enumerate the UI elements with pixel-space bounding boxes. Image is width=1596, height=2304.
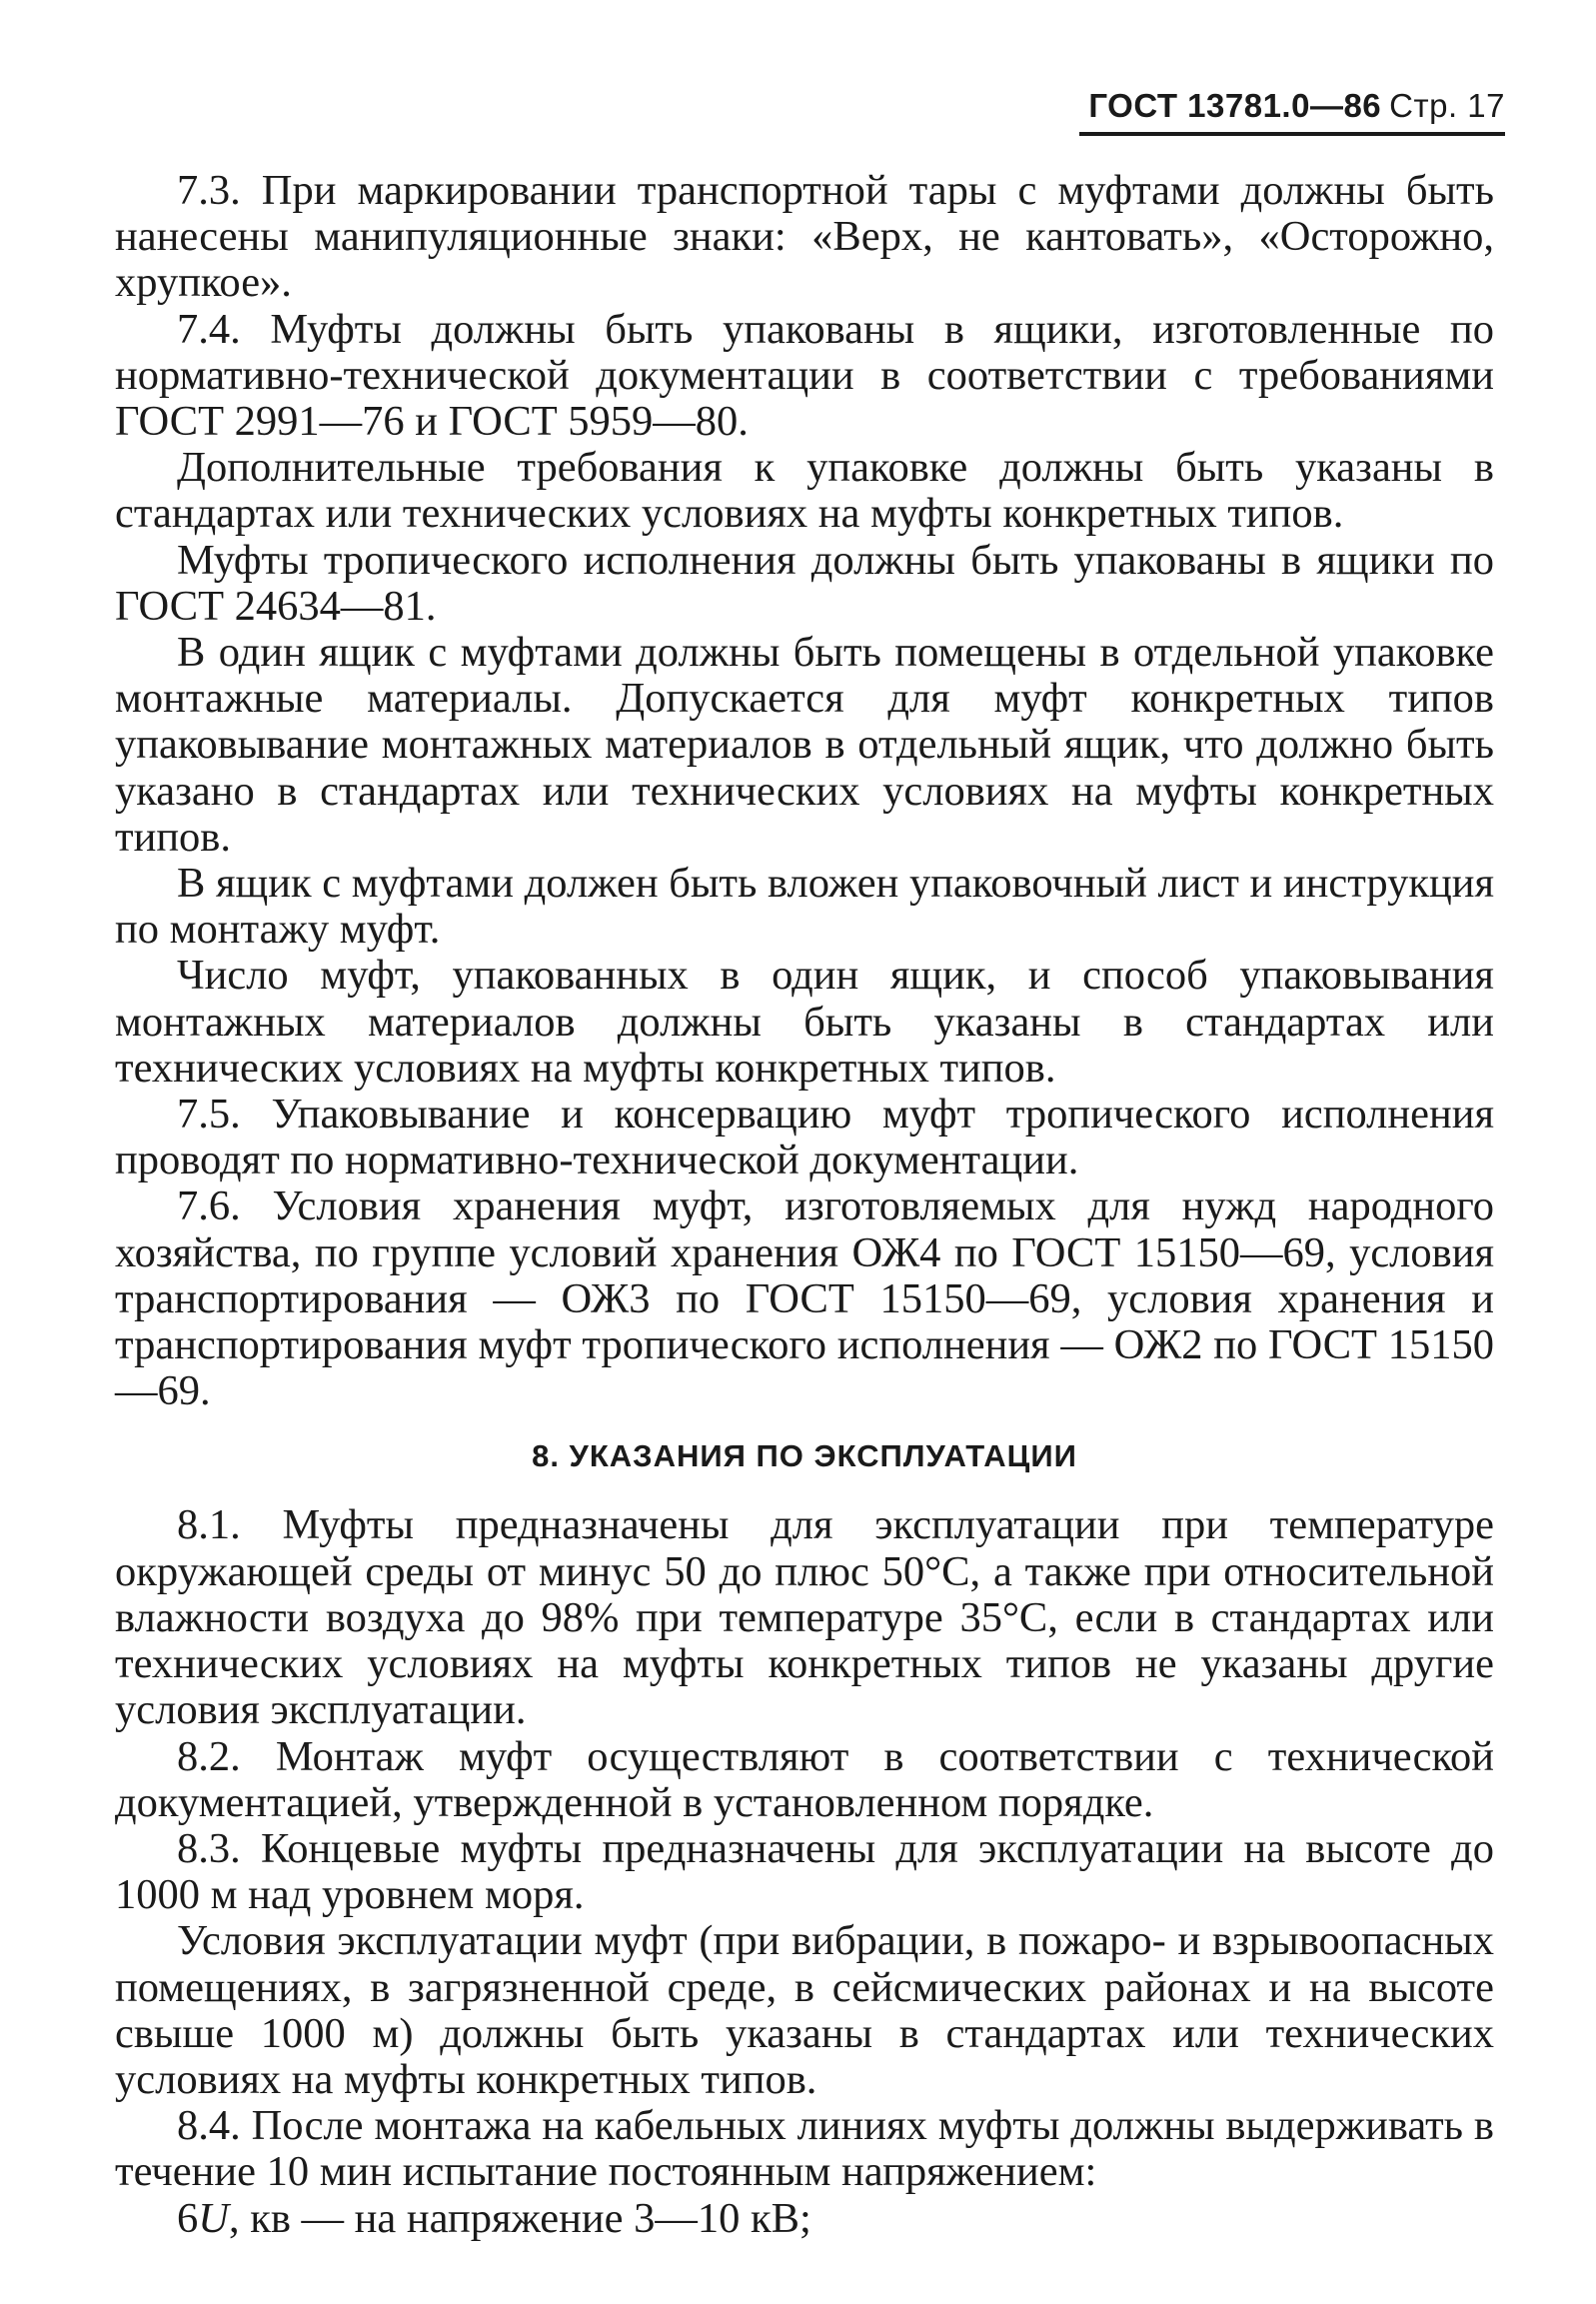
paragraph-7-4: 7.4. Муфты должны быть упакованы в ящики, изготовленные по нормативно-технической документации в соответствии с требованиями ГОСТ 2991—76 и ГОСТ 5959—80. — [115, 305, 1494, 446]
page-number: Стр. 17 — [1389, 87, 1505, 124]
paragraph-mounting-materials: В один ящик с муфтами должны быть помещены в отдельной упаковке монтажные материалы. Допускается для муфт конкретных типов упаковывание монтажных материалов в отдельный ящик, что должно быть указано в стандартах или технических условиях на муфты конкретных типов. — [115, 629, 1494, 861]
voltage-multiplier: 6 — [177, 2194, 199, 2242]
paragraph-7-5: 7.5. Упаковывание и консервацию муфт тропического исполнения проводят по нормативно-технической документации. — [115, 1091, 1494, 1184]
paragraph-additional-requirements: Дополнительные требования к упаковке должны быть указаны в стандартах или технических условиях на муфты конкретных типов. — [115, 444, 1494, 538]
standard-code: ГОСТ 13781.0—86 — [1088, 87, 1382, 124]
section-8-title: 8. УКАЗАНИЯ ПО ЭКСПЛУАТАЦИИ — [532, 1438, 1077, 1474]
paragraph-tropical-packing: Муфты тропического исполнения должны быть упакованы в ящики по ГОСТ 24634—81. — [115, 536, 1494, 630]
paragraph-8-3: 8.3. Концевые муфты предназначены для эксплуатации на высоте до 1000 м над уровнем моря. — [115, 1824, 1494, 1919]
paragraph-7-6: 7.6. Условия хранения муфт, изготовляемых для нужд народного хозяйства, по группе условий хранения ОЖ4 по ГОСТ 15150—69, условия транспортирования — ОЖ3 по ГОСТ 15150—69, условия хранения и транспортирования муфт тропического исполнения — ОЖ2 по ГОСТ 15150—69. — [115, 1182, 1494, 1415]
paragraph-7-3: 7.3. При маркировании транспортной тары с муфтами должны быть нанесены манипуляционные знаки: «Верх, не кантовать», «Осторожно, хрупкое». — [115, 167, 1494, 307]
voltage-rest: , кв — на напряжение 3—10 кВ; — [228, 2194, 811, 2242]
paragraph-8-2: 8.2. Монтаж муфт осуществляют в соответствии с технической документацией, утвержденной в установленном порядке. — [115, 1732, 1494, 1826]
page-header — [1079, 82, 1505, 136]
voltage-variable: U — [198, 2194, 229, 2242]
paragraph-8-1: 8.1. Муфты предназначены для эксплуатации при температуре окружающей среды от минус 50 до плюс 50°C, а также при относительной влажности воздуха до 98% при температуре 35°C, если в стандартах или технических условиях на муфты конкретных типов не указаны другие условия эксплуатации. — [115, 1501, 1494, 1734]
paragraph-number-of-couplings: Число муфт, упакованных в один ящик, и способ упаковывания монтажных материалов должны быть указаны в стандартах или технических условиях на муфты конкретных типов. — [115, 952, 1494, 1092]
body-text — [115, 168, 1494, 2242]
voltage-line — [115, 2196, 1494, 2242]
paragraph-8-4: 8.4. После монтажа на кабельных линиях муфты должны выдерживать в течение 10 мин испытание постоянным напряжением: — [115, 2102, 1494, 2196]
paragraph-operating-conditions: Условия эксплуатации муфт (при вибрации, в пожаро- и взрывоопасных помещениях, в загрязненной среде, в сейсмических районах и на высоте свыше 1000 м) должны быть указаны в стандартах или технических условиях на муфты конкретных типов. — [115, 1917, 1494, 2103]
paragraph-packing-list: В ящик с муфтами должен быть вложен упаковочный лист и инструкция по монтажу муфт. — [115, 860, 1494, 954]
